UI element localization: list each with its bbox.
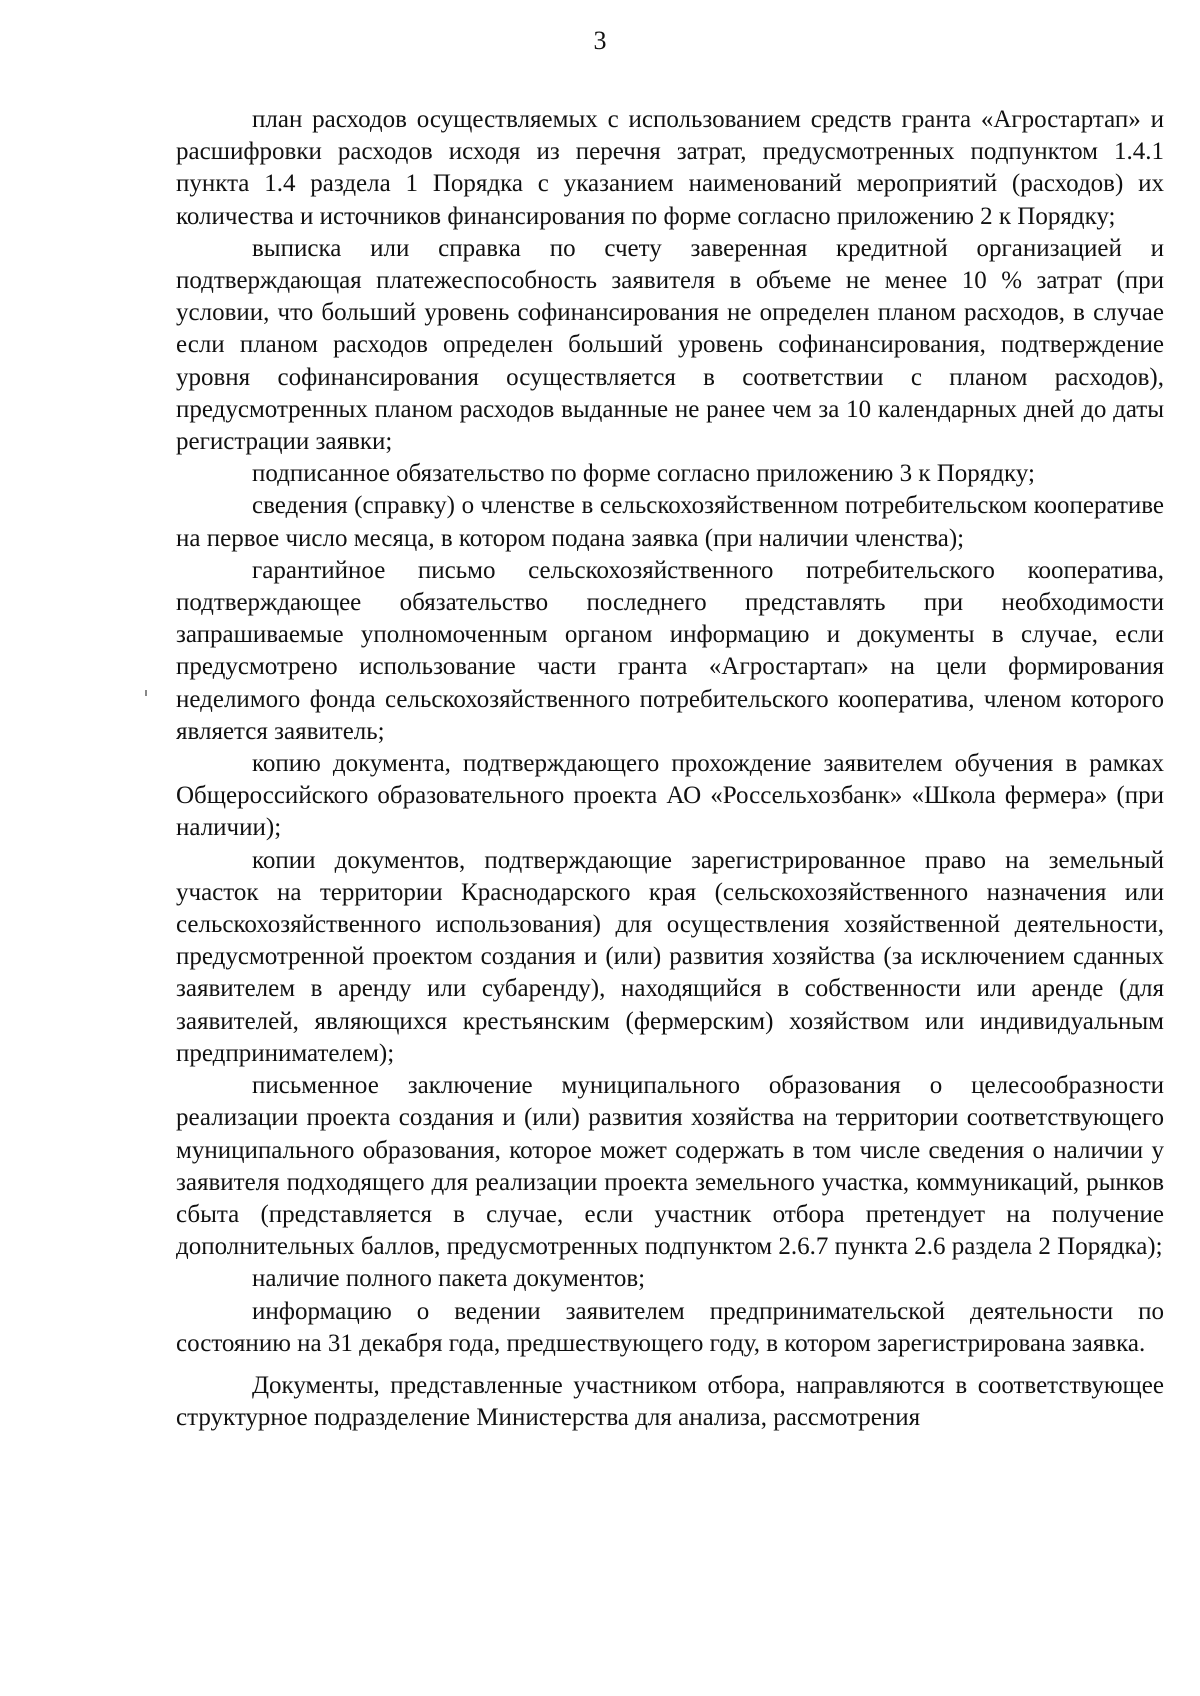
paragraph-training-document: копию документа, подтверждающего прохождение заявителем обучения в рамках Общероссийского образовательного проекта АО «Россельхозбанк» «Школа фермера» (при наличии); (176, 750, 1164, 842)
page-number: 3 (593, 26, 607, 55)
paragraph-guarantee-letter: гарантийное письмо сельскохозяйственного потребительского кооператива, подтверждающее обязательство последнего представлять при необходимости запрашиваемые уполномоченным органом информацию и документы в случае, если предусмотрено использование части гранта «Агростартап» на цели формирования неделимого фонда сельскохозяйственного потребительского кооператива, членом которого является заявитель; (176, 556, 1164, 745)
scan-mark (145, 690, 147, 696)
paragraph-bank-statement: выписка или справка по счету заверенная кредитной организацией и подтверждающая платежеспособность заявителя в объеме не менее 10 % затрат (при условии, что больший уровень софинансирования не определен планом расходов, в случае если планом расходов определен больший уровень софинансирования, подтверждение уровня софинансирования осуществляется в соответствии с планом расходов), предусмотренных планом расходов выданные не ранее чем за 10 календарных дней до даты регистрации заявки; (176, 234, 1164, 456)
paragraph-full-package: наличие полного пакета документов; (252, 1265, 646, 1293)
paragraph-expense-plan: план расходов осуществляемых с использованием средств гранта «Агростартап» и расшифровки расходов исходя из перечня затрат, предусмотренных подпунктом 1.4.1 пункта 1.4 раздела 1 Порядка с указанием наименований мероприятий (расходов) их количества и источников финансирования по форме согласно приложению 2 к Порядку; (176, 106, 1164, 230)
paragraph-business-info: информацию о ведении заявителем предпринимательской деятельности по состоянию на 31 декабря года, предшествующего году, в котором зарегистрирована заявка. (176, 1297, 1164, 1357)
paragraph-cooperative-membership: сведения (справку) о членстве в сельскохозяйственном потребительском кооперативе на первое число месяца, в котором подана заявка (при наличии членства); (176, 492, 1164, 552)
paragraph-land-rights: копии документов, подтверждающие зарегистрированное право на земельный участок на территории Краснодарского края (сельскохозяйственного назначения или сельскохозяйственного использования) для осуществления хозяйственной деятельности, предусмотренной проектом создания и (или) развития хозяйства (за исключением сданных заявителем в аренду или субаренду), находящийся в собственности или аренде (для заявителей, являющихся крестьянским (фермерским) хозяйством или индивидуальным предпринимателем); (176, 846, 1164, 1067)
document-body (176, 104, 1164, 1434)
paragraph-documents-submitted: Документы, представленные участником отбора, направляются в соответствующее структурное подразделение Министерства для анализа, рассмотрения (176, 1371, 1164, 1432)
paragraph-signed-obligation: подписанное обязательство по форме согласно приложению 3 к Порядку; (252, 460, 1035, 488)
paragraph-municipal-conclusion: письменное заключение муниципального образования о целесообразности реализации проекта создания и (или) развития хозяйства на территории соответствующего муниципального образования, которое может содержать в том числе сведения о наличии у заявителя подходящего для реализации проекта земельного участка, коммуникаций, рынков сбыта (представляется в случае, если участник отбора претендует на получение дополнительных баллов, предусмотренных подпунктом 2.6.7 пункта 2.6 раздела 2 Порядка); (176, 1072, 1164, 1261)
